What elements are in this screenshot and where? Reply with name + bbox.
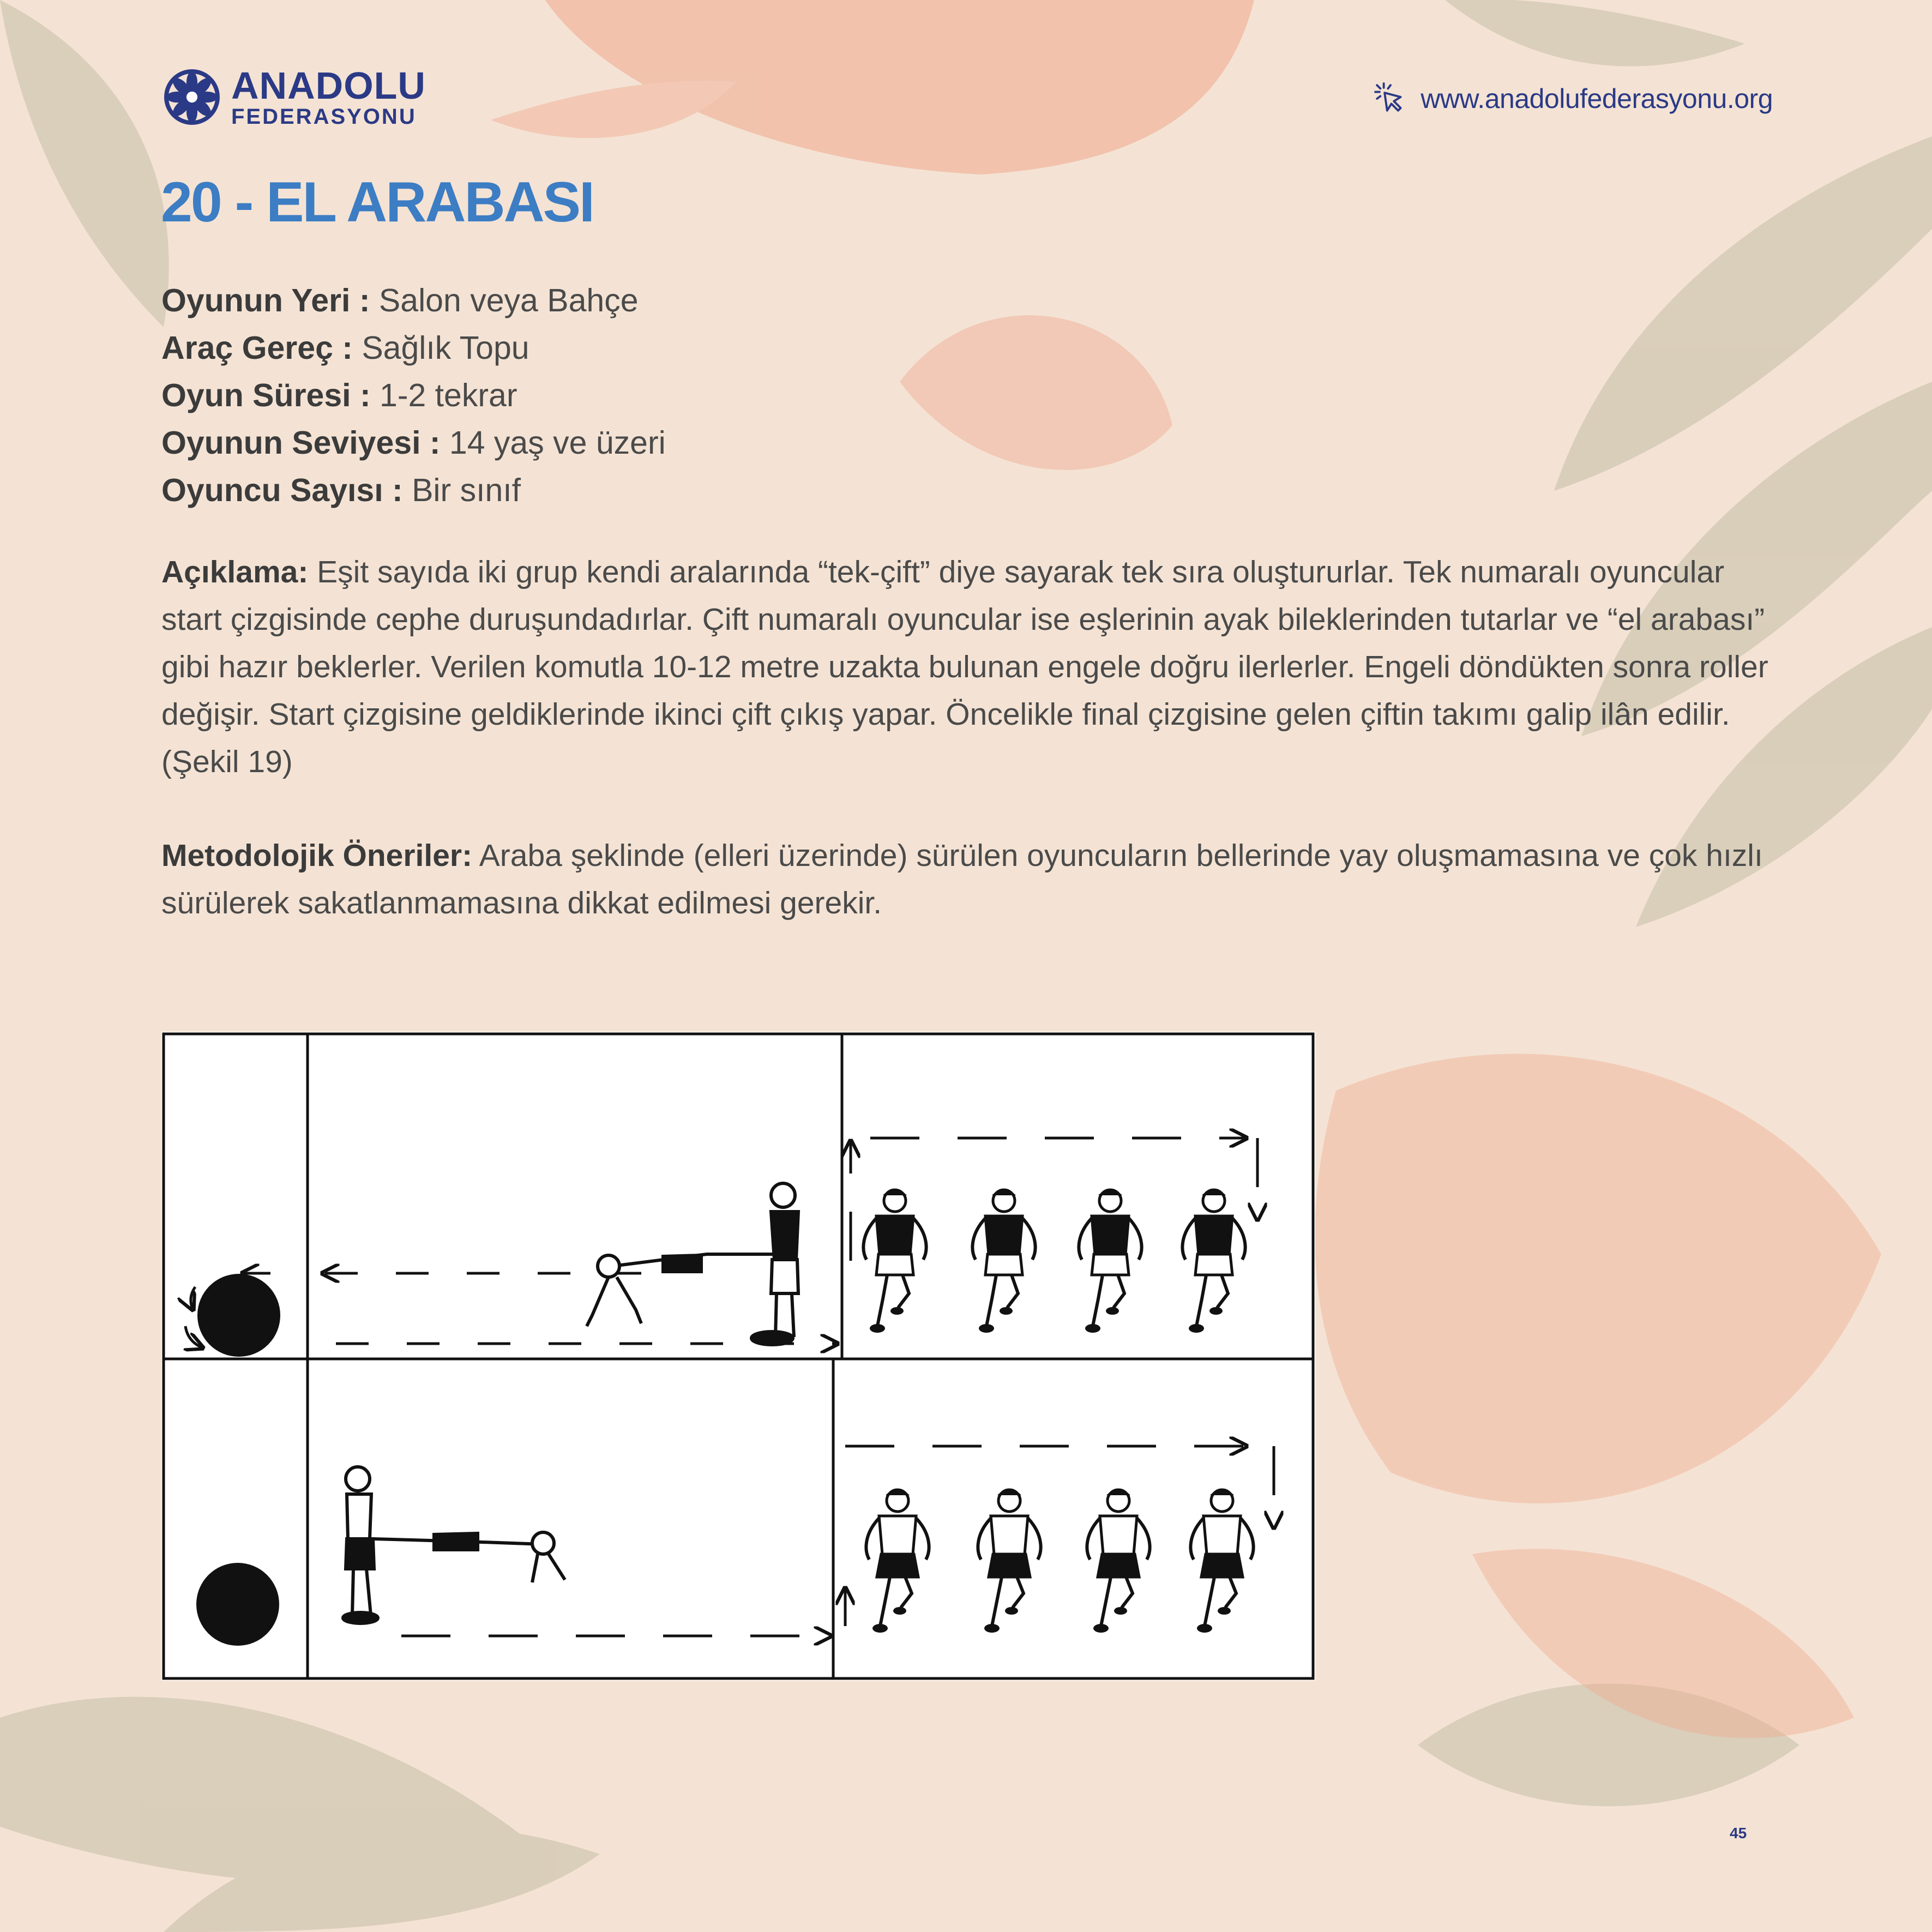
wheelbarrow-pair-top [587, 1183, 798, 1345]
page-number: 45 [1730, 1825, 1747, 1841]
medicine-ball-bottom [196, 1563, 279, 1646]
info-value: Sağlık Topu [362, 330, 529, 366]
info-value: Bir sınıf [412, 472, 521, 508]
description-paragraph [161, 549, 1786, 786]
info-label: Oyun Süresi : [161, 377, 371, 413]
info-row-duration [161, 372, 666, 419]
info-label: Araç Gereç : [161, 330, 353, 366]
wheelbarrow-pair-bottom [343, 1467, 565, 1623]
info-label: Oyunun Yeri : [161, 282, 370, 318]
wheelbarrow-race-illustration [161, 1032, 1315, 1681]
methodology-label: Metodolojik Öneriler: [161, 838, 473, 873]
page-title: 20 - EL ARABASI [161, 171, 593, 234]
logo-line2: FEDERASYONU [231, 105, 417, 129]
info-row-players [161, 467, 666, 514]
methodology-text: Araba şeklinde (elleri üzerinde) sürülen oyuncuların bellerinde yay oluşmamasına ve çok hızlı sürülerek sakatlanmamasına dikkat edilmesi gerekir. [161, 838, 1763, 920]
rosette-logo-icon [161, 67, 222, 128]
info-value: 1-2 tekrar [380, 377, 517, 413]
info-row-equipment [161, 324, 666, 372]
logo-line1: ANADOLU [231, 64, 426, 107]
methodology-paragraph [161, 832, 1786, 927]
cursor-click-icon [1374, 82, 1407, 116]
logo-wordmark [231, 64, 426, 129]
runners-top-team [863, 1189, 1245, 1333]
website-url[interactable]: www.anadolufederasyonu.org [1421, 83, 1773, 114]
medicine-ball-top [197, 1274, 280, 1357]
federation-logo[interactable] [161, 64, 426, 129]
info-row-place [161, 277, 666, 324]
info-value: 14 yaş ve üzeri [449, 425, 666, 461]
description-label: Açıklama: [161, 555, 309, 589]
game-info-list [161, 277, 666, 514]
info-label: Oyuncu Sayısı : [161, 472, 403, 508]
website-link[interactable] [1374, 82, 1773, 116]
info-value: Salon veya Bahçe [378, 282, 639, 318]
info-row-level [161, 419, 666, 467]
game-diagram [161, 1032, 1315, 1681]
runners-bottom-team [866, 1489, 1253, 1633]
info-label: Oyunun Seviyesi : [161, 425, 441, 461]
description-text: Eşit sayıda iki grup kendi aralarında “tek-çift” diye sayarak tek sıra oluştururlar. Tek numaralı oyuncular start çizgisinde cephe duruşundadırlar. Çift numaralı oyuncular ise eşlerinin ayak bileklerinden tutarlar ve “el arabası” gibi hazır beklerler. Verilen komutla 10-12 metre uzakta bulunan engele doğru ilerlerler. Engeli döndükten sonra roller değişir. Start çizgisine geldiklerinde ikinci çift çıkış yapar. Öncelikle final çizgisine gelen çiftin takımı galip ilân edilir. (Şekil 19) [161, 555, 1768, 779]
